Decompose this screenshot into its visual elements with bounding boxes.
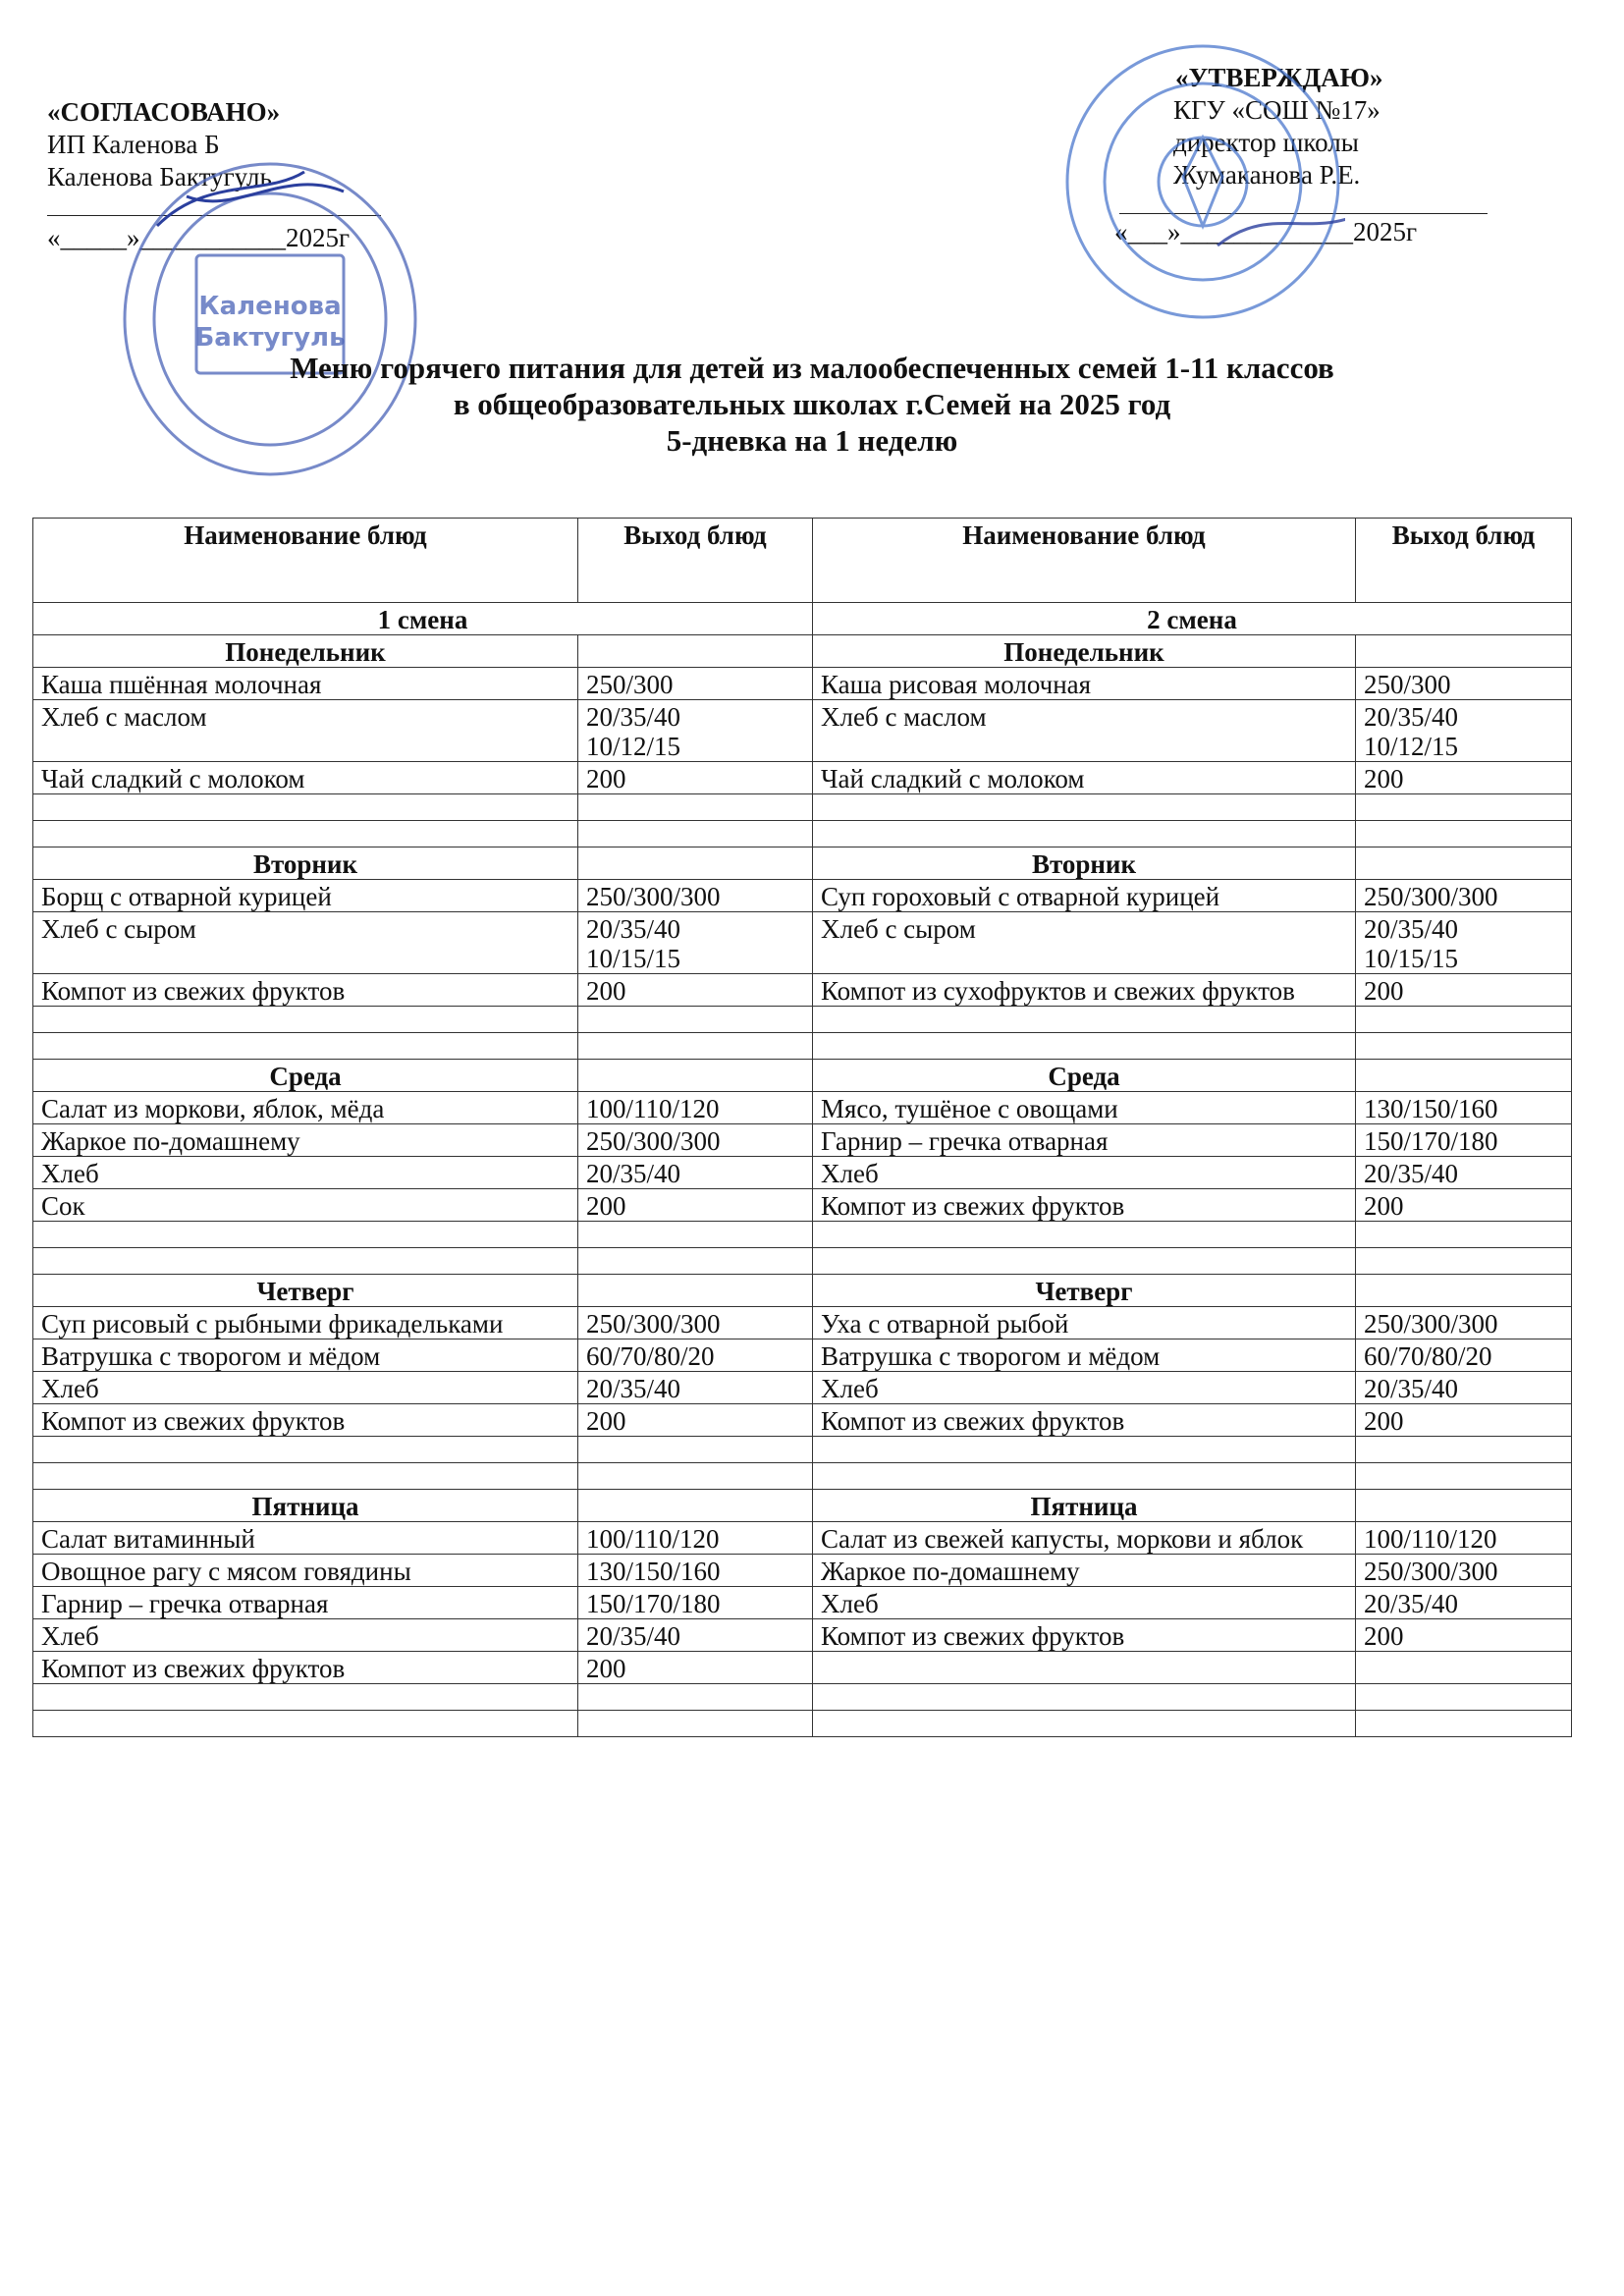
dish-shift-1 <box>33 1711 578 1737</box>
yield-shift-2 <box>1356 1711 1572 1737</box>
approval-right-heading: «УТВЕРЖДАЮ» <box>1175 63 1383 92</box>
dish-shift-2: Компот из сухофруктов и свежих фруктов <box>813 974 1356 1007</box>
yield-shift-2 <box>1356 1222 1572 1248</box>
day-name-shift-2: Вторник <box>813 847 1356 880</box>
dish-shift-2: Хлеб с сыром <box>813 912 1356 974</box>
table-row <box>33 1189 1572 1222</box>
yield-shift-1 <box>578 1684 813 1711</box>
table-row <box>33 880 1572 912</box>
table-row <box>33 1124 1572 1157</box>
yield-shift-2 <box>1356 1033 1572 1060</box>
day-row <box>33 1275 1572 1307</box>
dish-shift-2: Хлеб <box>813 1587 1356 1619</box>
yield-shift-1: 60/70/80/20 <box>578 1339 813 1372</box>
table-row <box>33 1522 1572 1555</box>
yield-shift-2: 20/35/40 <box>1356 1157 1572 1189</box>
yield-shift-1 <box>578 1007 813 1033</box>
dish-shift-1: Сок <box>33 1189 578 1222</box>
table-row <box>33 974 1572 1007</box>
yield-shift-1: 200 <box>578 974 813 1007</box>
table-row <box>33 668 1572 700</box>
dish-shift-2: Мясо, тушёное с овощами <box>813 1092 1356 1124</box>
dish-shift-2 <box>813 1248 1356 1275</box>
yield-shift-1 <box>578 1437 813 1463</box>
yield-shift-2: 20/35/40 10/12/15 <box>1356 700 1572 762</box>
dish-shift-2: Компот из свежих фруктов <box>813 1619 1356 1652</box>
yield-shift-1: 200 <box>578 1189 813 1222</box>
yield-shift-2 <box>1356 1007 1572 1033</box>
yield-shift-2 <box>1356 1463 1572 1490</box>
approval-right-date: «___»_____________2025г <box>1114 217 1418 246</box>
approval-right <box>1114 62 1488 249</box>
approval-left-person: Каленова Бактугуль <box>47 162 272 191</box>
dish-shift-2: Хлеб с маслом <box>813 700 1356 762</box>
empty-cell <box>1356 847 1572 880</box>
table-row <box>33 1711 1572 1737</box>
table-row <box>33 1684 1572 1711</box>
day-name-shift-1: Четверг <box>33 1275 578 1307</box>
dish-shift-1 <box>33 1222 578 1248</box>
dish-shift-2: Чай сладкий с молоком <box>813 762 1356 794</box>
header-yield-2: Выход блюд <box>1356 519 1572 603</box>
dish-shift-1: Хлеб <box>33 1619 578 1652</box>
dish-shift-1: Хлеб с сыром <box>33 912 578 974</box>
day-name-shift-1: Среда <box>33 1060 578 1092</box>
dish-shift-2: Гарнир – гречка отварная <box>813 1124 1356 1157</box>
yield-shift-1 <box>578 1711 813 1737</box>
dish-shift-2: Хлеб <box>813 1157 1356 1189</box>
table-row <box>33 794 1572 821</box>
dish-shift-1: Салат витаминный <box>33 1522 578 1555</box>
header-yield-1: Выход блюд <box>578 519 813 603</box>
table-row <box>33 1033 1572 1060</box>
day-row <box>33 847 1572 880</box>
yield-shift-1: 20/35/40 <box>578 1372 813 1404</box>
yield-shift-2: 100/110/120 <box>1356 1522 1572 1555</box>
dish-shift-1 <box>33 1437 578 1463</box>
yield-shift-1: 250/300/300 <box>578 880 813 912</box>
dish-shift-1: Хлеб <box>33 1372 578 1404</box>
table-row <box>33 1157 1572 1189</box>
yield-shift-1: 200 <box>578 1404 813 1437</box>
approval-left-heading: «СОГЛАСОВАНО» <box>47 97 281 127</box>
title-line-3: 5-дневка на 1 неделю <box>666 423 958 458</box>
dish-shift-2 <box>813 1652 1356 1684</box>
empty-cell <box>1356 635 1572 668</box>
yield-shift-2: 250/300/300 <box>1356 1555 1572 1587</box>
dish-shift-1: Жаркое по-домашнему <box>33 1124 578 1157</box>
dish-shift-1: Овощное рагу с мясом говядины <box>33 1555 578 1587</box>
dish-shift-2 <box>813 1711 1356 1737</box>
dish-shift-1 <box>33 794 578 821</box>
shift-row <box>33 603 1572 635</box>
yield-shift-1 <box>578 1463 813 1490</box>
yield-shift-1: 100/110/120 <box>578 1092 813 1124</box>
yield-shift-2 <box>1356 794 1572 821</box>
yield-shift-1: 200 <box>578 762 813 794</box>
yield-shift-2: 200 <box>1356 974 1572 1007</box>
yield-shift-2 <box>1356 1652 1572 1684</box>
stamp-left-line2: Бактугуль <box>194 323 346 353</box>
table-row <box>33 1372 1572 1404</box>
day-name-shift-1: Понедельник <box>33 635 578 668</box>
dish-shift-1: Хлеб с маслом <box>33 700 578 762</box>
day-name-shift-2: Четверг <box>813 1275 1356 1307</box>
dish-shift-2 <box>813 794 1356 821</box>
yield-shift-1: 200 <box>578 1652 813 1684</box>
empty-cell <box>578 635 813 668</box>
table-row <box>33 912 1572 974</box>
dish-shift-2 <box>813 1222 1356 1248</box>
table-row <box>33 1307 1572 1339</box>
yield-shift-1: 20/35/40 10/15/15 <box>578 912 813 974</box>
yield-shift-2: 200 <box>1356 1404 1572 1437</box>
table-row <box>33 1222 1572 1248</box>
yield-shift-2: 250/300/300 <box>1356 1307 1572 1339</box>
day-row <box>33 1060 1572 1092</box>
table-row <box>33 1339 1572 1372</box>
yield-shift-1: 250/300/300 <box>578 1124 813 1157</box>
dish-shift-2 <box>813 1684 1356 1711</box>
empty-cell <box>578 1275 813 1307</box>
dish-shift-1: Компот из свежих фруктов <box>33 974 578 1007</box>
dish-shift-1 <box>33 1463 578 1490</box>
empty-cell <box>578 847 813 880</box>
table-row <box>33 1587 1572 1619</box>
yield-shift-2: 150/170/180 <box>1356 1124 1572 1157</box>
dish-shift-1 <box>33 1033 578 1060</box>
empty-cell <box>1356 1275 1572 1307</box>
dish-shift-2: Компот из свежих фруктов <box>813 1404 1356 1437</box>
approval-left <box>47 96 381 255</box>
dish-shift-2 <box>813 1033 1356 1060</box>
dish-shift-2: Уха с отварной рыбой <box>813 1307 1356 1339</box>
yield-shift-1: 150/170/180 <box>578 1587 813 1619</box>
dish-shift-1 <box>33 1684 578 1711</box>
empty-cell <box>1356 1060 1572 1092</box>
dish-shift-2: Суп гороховый с отварной курицей <box>813 880 1356 912</box>
header-dish-1: Наименование блюд <box>33 519 578 603</box>
yield-shift-1 <box>578 1033 813 1060</box>
signature-line-right <box>1119 191 1488 214</box>
yield-shift-1: 250/300/300 <box>578 1307 813 1339</box>
stamp-left-line1: Каленова <box>198 292 342 321</box>
approval-right-title: директор школы <box>1173 128 1359 157</box>
yield-shift-1: 20/35/40 10/12/15 <box>578 700 813 762</box>
yield-shift-1: 250/300 <box>578 668 813 700</box>
dish-shift-1: Борщ с отварной курицей <box>33 880 578 912</box>
table-row <box>33 1437 1572 1463</box>
dish-shift-2: Жаркое по-домашнему <box>813 1555 1356 1587</box>
approval-right-org: КГУ «СОШ №17» <box>1173 95 1380 125</box>
dish-shift-1: Компот из свежих фруктов <box>33 1652 578 1684</box>
approval-right-person: Жумаканова Р.Е. <box>1173 160 1361 190</box>
day-name-shift-2: Пятница <box>813 1490 1356 1522</box>
yield-shift-2: 200 <box>1356 1619 1572 1652</box>
yield-shift-2: 200 <box>1356 1189 1572 1222</box>
yield-shift-2: 20/35/40 <box>1356 1372 1572 1404</box>
yield-shift-1: 20/35/40 <box>578 1619 813 1652</box>
yield-shift-2: 60/70/80/20 <box>1356 1339 1572 1372</box>
yield-shift-2 <box>1356 821 1572 847</box>
day-name-shift-1: Пятница <box>33 1490 578 1522</box>
day-name-shift-2: Понедельник <box>813 635 1356 668</box>
yield-shift-2 <box>1356 1684 1572 1711</box>
dish-shift-2: Хлеб <box>813 1372 1356 1404</box>
yield-shift-1 <box>578 794 813 821</box>
shift-2-label: 2 смена <box>813 603 1572 635</box>
dish-shift-1: Салат из моркови, яблок, мёда <box>33 1092 578 1124</box>
dish-shift-1: Компот из свежих фруктов <box>33 1404 578 1437</box>
dish-shift-1 <box>33 821 578 847</box>
yield-shift-2: 250/300 <box>1356 668 1572 700</box>
table-row <box>33 1092 1572 1124</box>
shift-1-label: 1 смена <box>33 603 813 635</box>
table-header-row <box>33 519 1572 603</box>
table-row <box>33 762 1572 794</box>
table-row <box>33 1555 1572 1587</box>
dish-shift-1 <box>33 1007 578 1033</box>
dish-shift-2 <box>813 1007 1356 1033</box>
yield-shift-2: 20/35/40 10/15/15 <box>1356 912 1572 974</box>
title-line-1: Меню горячего питания для детей из малообеспеченных семей 1-11 классов <box>290 351 1334 385</box>
dish-shift-2 <box>813 1463 1356 1490</box>
table-row <box>33 1248 1572 1275</box>
empty-cell <box>578 1060 813 1092</box>
yield-shift-2: 250/300/300 <box>1356 880 1572 912</box>
dish-shift-2 <box>813 821 1356 847</box>
table-row <box>33 1463 1572 1490</box>
yield-shift-1 <box>578 821 813 847</box>
empty-cell <box>578 1490 813 1522</box>
yield-shift-1: 20/35/40 <box>578 1157 813 1189</box>
yield-shift-2 <box>1356 1248 1572 1275</box>
day-name-shift-1: Вторник <box>33 847 578 880</box>
day-name-shift-2: Среда <box>813 1060 1356 1092</box>
table-row <box>33 1007 1572 1033</box>
table-row <box>33 1619 1572 1652</box>
dish-shift-2: Ватрушка с творогом и мёдом <box>813 1339 1356 1372</box>
dish-shift-1: Чай сладкий с молоком <box>33 762 578 794</box>
yield-shift-1: 100/110/120 <box>578 1522 813 1555</box>
yield-shift-1: 130/150/160 <box>578 1555 813 1587</box>
day-row <box>33 635 1572 668</box>
dish-shift-2: Салат из свежей капусты, моркови и яблок <box>813 1522 1356 1555</box>
empty-cell <box>1356 1490 1572 1522</box>
table-row <box>33 1652 1572 1684</box>
table-row <box>33 821 1572 847</box>
table-row <box>33 1404 1572 1437</box>
page-title <box>0 350 1624 459</box>
dish-shift-1: Каша пшённая молочная <box>33 668 578 700</box>
yield-shift-2 <box>1356 1437 1572 1463</box>
yield-shift-2: 20/35/40 <box>1356 1587 1572 1619</box>
signature-line-left <box>47 193 381 216</box>
dish-shift-2 <box>813 1437 1356 1463</box>
yield-shift-2: 200 <box>1356 762 1572 794</box>
title-line-2: в общеобразовательных школах г.Семей на 2025 год <box>453 387 1171 421</box>
approval-left-org: ИП Каленова Б <box>47 130 220 159</box>
dish-shift-1: Ватрушка с творогом и мёдом <box>33 1339 578 1372</box>
dish-shift-1: Гарнир – гречка отварная <box>33 1587 578 1619</box>
menu-table <box>32 518 1572 1737</box>
dish-shift-2: Компот из свежих фруктов <box>813 1189 1356 1222</box>
dish-shift-1: Суп рисовый с рыбными фрикадельками <box>33 1307 578 1339</box>
dish-shift-1 <box>33 1248 578 1275</box>
dish-shift-1: Хлеб <box>33 1157 578 1189</box>
day-row <box>33 1490 1572 1522</box>
yield-shift-1 <box>578 1222 813 1248</box>
dish-shift-2: Каша рисовая молочная <box>813 668 1356 700</box>
approval-left-date: «_____»___________2025г <box>47 223 351 252</box>
yield-shift-1 <box>578 1248 813 1275</box>
table-row <box>33 700 1572 762</box>
yield-shift-2: 130/150/160 <box>1356 1092 1572 1124</box>
header-dish-2: Наименование блюд <box>813 519 1356 603</box>
